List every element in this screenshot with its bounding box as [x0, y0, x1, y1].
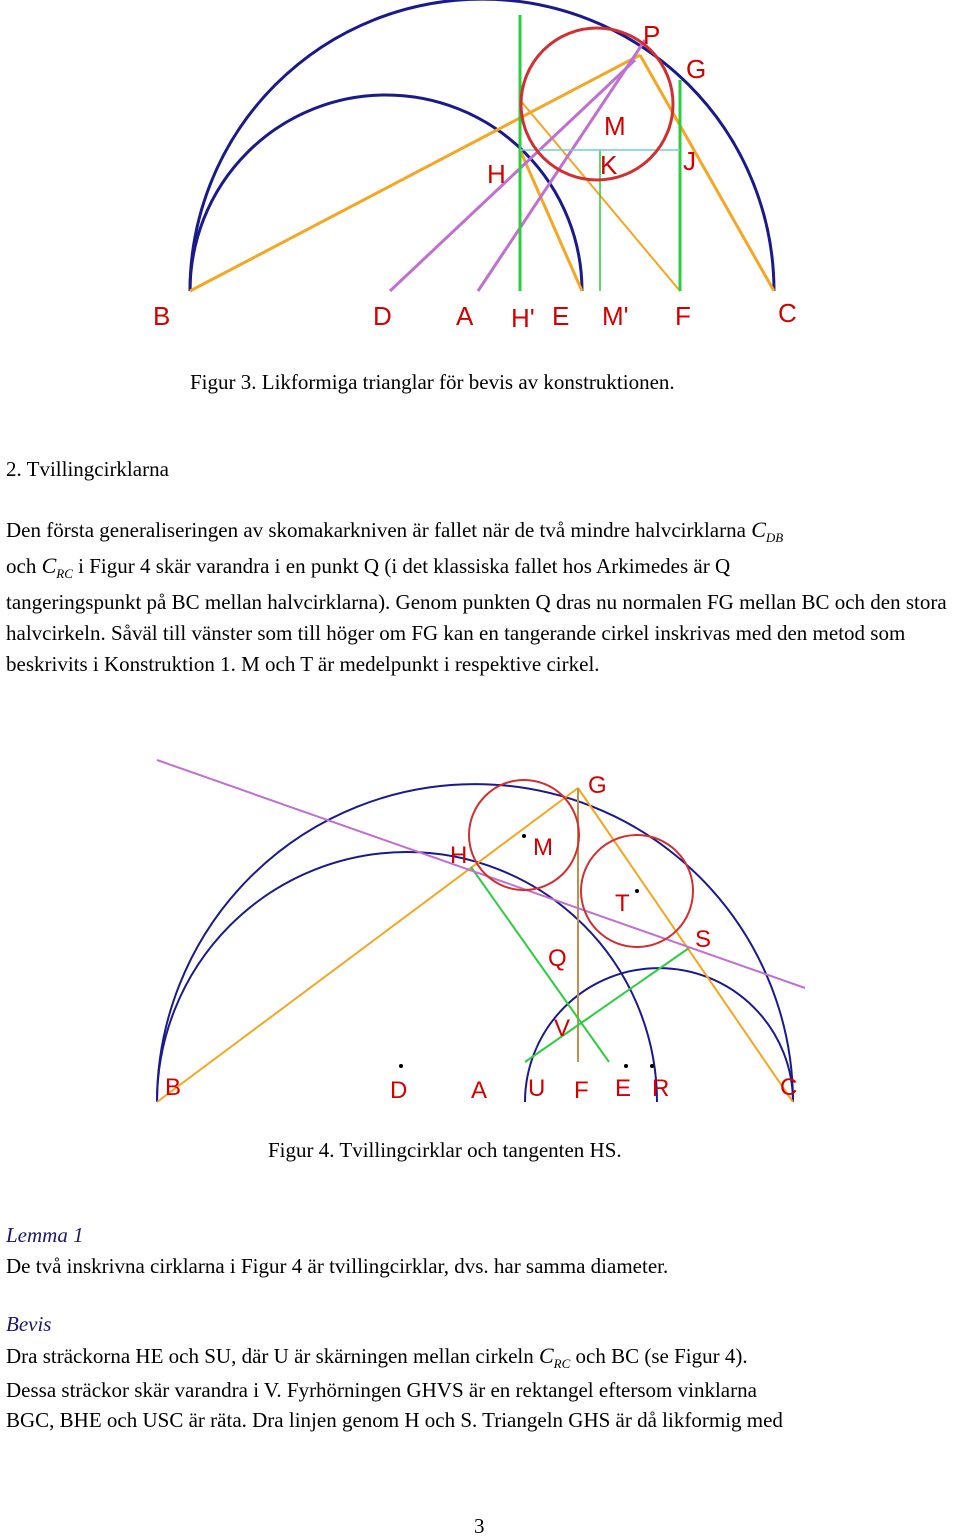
point-R — [650, 1064, 654, 1068]
label-E: E — [615, 1075, 632, 1102]
label-P: P — [643, 20, 661, 50]
label-F: F — [574, 1077, 589, 1104]
para1-line1 — [6, 517, 783, 546]
label-T: T — [615, 890, 630, 917]
figure-3 — [0, 0, 960, 345]
label-A: A — [456, 301, 474, 331]
label-G: G — [588, 772, 607, 799]
figure-4-caption: Figur 4. Tvillingcirklar och tangenten HS. — [268, 1138, 622, 1162]
label-B: B — [165, 1074, 182, 1101]
label-K: K — [600, 150, 618, 180]
figure-4 — [0, 750, 960, 1110]
subscript-DB: DB — [765, 530, 784, 545]
label-B: B — [153, 301, 171, 331]
line-PC — [640, 55, 774, 291]
proof-line1 — [6, 1343, 748, 1372]
line-BP — [190, 55, 640, 291]
proof-text-1b: och BC (se Figur 4). — [575, 1344, 748, 1368]
para1-text-1: Den första generaliseringen av skomakarkniven är fallet när de två mindre halvcirklarna — [6, 518, 746, 542]
symbol-C-proof: C — [538, 1343, 554, 1368]
subscript-RC: RC — [56, 566, 73, 581]
figure-3-caption: Figur 3. Likformiga trianglar för bevis av konstruktionen. — [190, 370, 675, 394]
proof-text-1a: Dra sträckorna HE och SU, där U är skärningen mellan cirkeln — [6, 1344, 534, 1368]
para1-line2 — [6, 553, 730, 582]
proof-line3: BGC, BHE och USC är räta. Dra linjen genom H och S. Triangeln GHS är då likformig med — [6, 1408, 783, 1432]
label-U: U — [528, 1075, 546, 1102]
label-F: F — [675, 301, 691, 331]
label-R: R — [652, 1075, 670, 1102]
para1-text-2a: och — [6, 554, 37, 578]
symbol-C-2: C — [41, 553, 57, 578]
label-H: H — [487, 159, 506, 189]
lemma-text: De två inskrivna cirklarna i Figur 4 är tvillingcirklar, dvs. har samma diameter. — [6, 1254, 669, 1278]
label-G: G — [686, 54, 707, 84]
label-J: J — [683, 146, 696, 176]
label-D: D — [373, 301, 392, 331]
subscript-RC-proof: RC — [553, 1356, 571, 1371]
label-C: C — [778, 298, 797, 328]
proof-heading: Bevis — [6, 1312, 52, 1336]
label-H-prime: H' — [511, 303, 535, 333]
symbol-C: C — [751, 517, 766, 542]
line-HE — [520, 150, 582, 291]
point-E — [624, 1064, 628, 1068]
page-number: 3 — [474, 1514, 485, 1538]
label-A: A — [471, 1077, 488, 1104]
label-H: H — [450, 842, 468, 869]
label-M-prime: M' — [602, 301, 629, 331]
label-C: C — [780, 1074, 798, 1101]
proof-line2: Dessa sträckor skär varandra i V. Fyrhörningen GHVS är en rektangel eftersom vinklarna — [6, 1378, 757, 1402]
lemma-heading: Lemma 1 — [6, 1223, 84, 1247]
label-Q: Q — [548, 945, 567, 972]
point-T — [635, 889, 639, 893]
label-S: S — [695, 926, 712, 953]
section-heading: 2. Tvillingcirklarna — [6, 457, 169, 481]
label-V: V — [554, 1015, 571, 1042]
para1-text-2b: i Figur 4 skär varandra i en punkt Q (i det klassiska fallet hos Arkimedes är Q — [78, 554, 731, 578]
line-D-P — [390, 60, 635, 291]
label-M: M — [533, 834, 553, 861]
para1-rest: tangeringspunkt på BC mellan halvcirklarna). Genom punkten Q dras nu normalen FG mellan BC och den stora halvcirkeln. Såväl till vänster som till höger om FG kan en tangerande cirkel inskrivas med den metod som beskrivits i Konstruktion 1. M och T är medelpunkt i respektive cirkel. — [6, 590, 947, 676]
label-D: D — [390, 1077, 408, 1104]
point-D — [399, 1064, 403, 1068]
label-E: E — [552, 301, 570, 331]
label-M: M — [604, 111, 626, 141]
line-HE — [471, 867, 609, 1062]
point-M — [522, 834, 526, 838]
